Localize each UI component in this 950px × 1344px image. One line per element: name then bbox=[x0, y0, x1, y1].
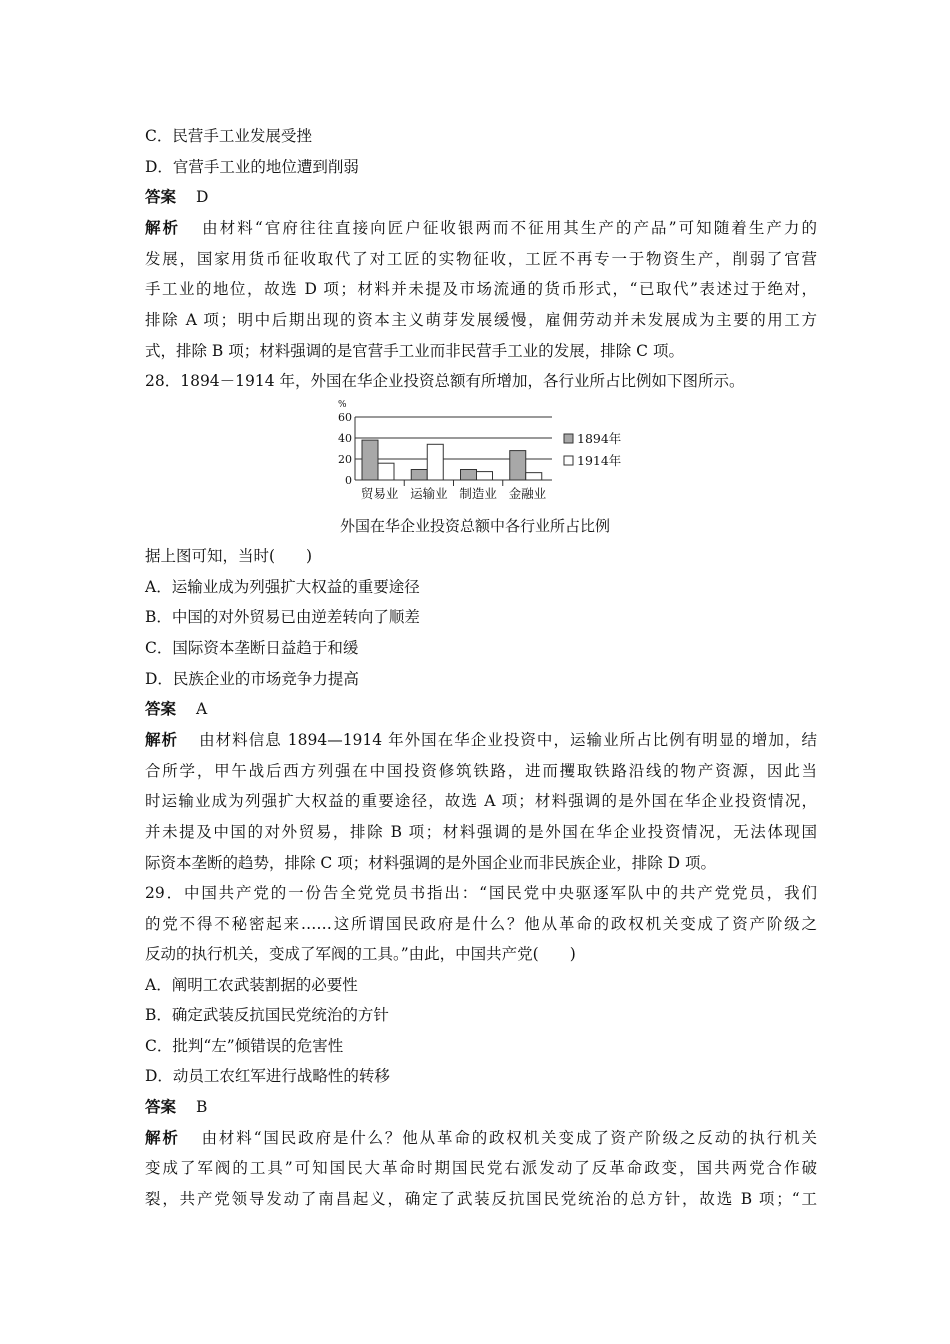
bar bbox=[510, 451, 526, 480]
q29-analysis-line: 裂，共产党领导发动了南昌起义，确定了武装反抗国民党统治的总方针，故选 B 项；“工 bbox=[145, 1190, 817, 1208]
q28-question: 据上图可知，当时( ) bbox=[145, 547, 313, 565]
q28-analysis-line: 际资本垄断的趋势，排除 C 项；材料强调的是外国企业而非民族企业，排除 D 项。 bbox=[145, 854, 716, 872]
analysis-text: 由材料“国民政府是什么？他从革命的政权机关变成了资产阶级之反动的执行机关 bbox=[199, 1129, 817, 1147]
q27-option-d: D．官营手工业的地位遭到削弱 bbox=[145, 158, 359, 176]
q29-stem-line: 反动的执行机关，变成了军阀的工具。”由此，中国共产党( ) bbox=[145, 945, 576, 963]
answer-label: 答案 bbox=[145, 188, 177, 206]
q28-answer bbox=[145, 699, 817, 719]
q29-stem-line: 29．中国共产党的一份告全党党员书指出：“国民党中央驱逐军队中的共产党党员，我们 bbox=[145, 884, 817, 902]
x-tick-label: 金融业 bbox=[508, 486, 547, 501]
x-tick-label: 贸易业 bbox=[360, 486, 399, 501]
x-tick-label: 制造业 bbox=[459, 486, 497, 501]
q29-option-c: C．批判“左”倾错误的危害性 bbox=[145, 1037, 344, 1055]
q27-analysis-line bbox=[145, 218, 817, 238]
bar bbox=[427, 444, 443, 480]
y-tick-label: 60 bbox=[338, 411, 352, 424]
y-unit-label: % bbox=[338, 400, 347, 410]
bar bbox=[477, 472, 493, 480]
q29-option-b: B．确定武装反抗国民党统治的方针 bbox=[145, 1006, 389, 1024]
chart-legend bbox=[564, 431, 621, 468]
y-tick-label: 40 bbox=[338, 432, 352, 445]
bar bbox=[461, 470, 477, 481]
q28-option-b: B．中国的对外贸易已由逆差转向了顺差 bbox=[145, 608, 420, 626]
analysis-label: 解析 bbox=[145, 731, 179, 749]
q29-analysis-line bbox=[145, 1128, 817, 1148]
q29-analysis-line: 变成了军阀的工具”可知国民大革命时期国民党右派发动了反革命政变，国共两党合作破 bbox=[145, 1159, 817, 1177]
q27-analysis-line: 式，排除 B 项；材料强调的是官营手工业而非民营手工业的发展，排除 C 项。 bbox=[145, 342, 684, 360]
q29-stem-line: 的党不得不秘密起来……这所谓国民政府是什么？他从革命的政权机关变成了资产阶级之 bbox=[145, 915, 817, 933]
q28-analysis-line: 并未提及中国的对外贸易，排除 B 项；材料强调的是外国在华企业投资情况，无法体现国 bbox=[145, 823, 817, 841]
q27-analysis-line: 排除 A 项；明中后期出现的资本主义萌芽发展缓慢，雇佣劳动并未发展成为主要的用工方 bbox=[145, 311, 817, 329]
bar bbox=[411, 470, 427, 481]
analysis-label: 解析 bbox=[145, 219, 181, 237]
q29-option-d: D．动员工农红军进行战略性的转移 bbox=[145, 1067, 390, 1085]
q27-analysis-line: 手工业的地位，故选 D 项；材料并未提及市场流通的货币形式，“已取代”表述过于绝对， bbox=[145, 280, 817, 298]
bar bbox=[378, 463, 394, 480]
x-tick-label: 运输业 bbox=[410, 486, 448, 501]
y-tick-label: 0 bbox=[345, 474, 352, 487]
answer-value: D bbox=[196, 188, 209, 206]
q28-option-a: A．运输业成为列强扩大权益的重要途径 bbox=[145, 578, 420, 596]
q28-option-c: C．国际资本垄断日益趋于和缓 bbox=[145, 639, 359, 657]
answer-value: B bbox=[196, 1098, 208, 1116]
chart-bars bbox=[362, 440, 542, 480]
q27-analysis-line: 发展，国家用货币征收取代了对工匠的实物征收，工匠不再专一于物资生产，削弱了官营 bbox=[145, 250, 817, 268]
q28-stem: 28．1894－1914 年，外国在华企业投资总额有所增加，各行业所占比例如下图所示。 bbox=[145, 372, 745, 390]
answer-label: 答案 bbox=[145, 1098, 177, 1116]
q28-analysis-line bbox=[145, 730, 817, 750]
q29-option-a: A．阐明工农武装割据的必要性 bbox=[145, 976, 358, 994]
bar bbox=[362, 440, 378, 480]
q27-answer bbox=[145, 187, 817, 207]
q28-option-d: D．民族企业的市场竞争力提高 bbox=[145, 670, 359, 688]
legend-swatch bbox=[564, 456, 573, 465]
answer-value: A bbox=[196, 700, 208, 718]
bar-chart bbox=[330, 396, 630, 506]
analysis-label: 解析 bbox=[145, 1129, 180, 1147]
q29-answer bbox=[145, 1097, 817, 1117]
analysis-text: 由材料信息 1894—1914 年外国在华企业投资中，运输业所占比例有明显的增加，结 bbox=[198, 731, 817, 749]
legend-label: 1914年 bbox=[577, 453, 622, 468]
q28-analysis-line: 时运输业成为列强扩大权益的重要途径，故选 A 项；材料强调的是外国在华企业投资情况， bbox=[145, 792, 817, 810]
q27-option-c: C．民营手工业发展受挫 bbox=[145, 127, 312, 145]
q28-analysis-line: 合所学，甲午战后西方列强在中国投资修筑铁路，进而攫取铁路沿线的物产资源，因此当 bbox=[145, 762, 817, 780]
chart-caption: 外国在华企业投资总额中各行业所占比例 bbox=[339, 517, 610, 535]
legend-swatch bbox=[564, 434, 573, 443]
analysis-text: 由材料“官府往往直接向匠户征收银两而不征用其生产的产品”可知随着生产力的 bbox=[200, 219, 817, 237]
answer-label: 答案 bbox=[145, 700, 177, 718]
y-tick-label: 20 bbox=[338, 453, 352, 466]
legend-label: 1894年 bbox=[577, 431, 622, 446]
bar bbox=[526, 473, 542, 480]
